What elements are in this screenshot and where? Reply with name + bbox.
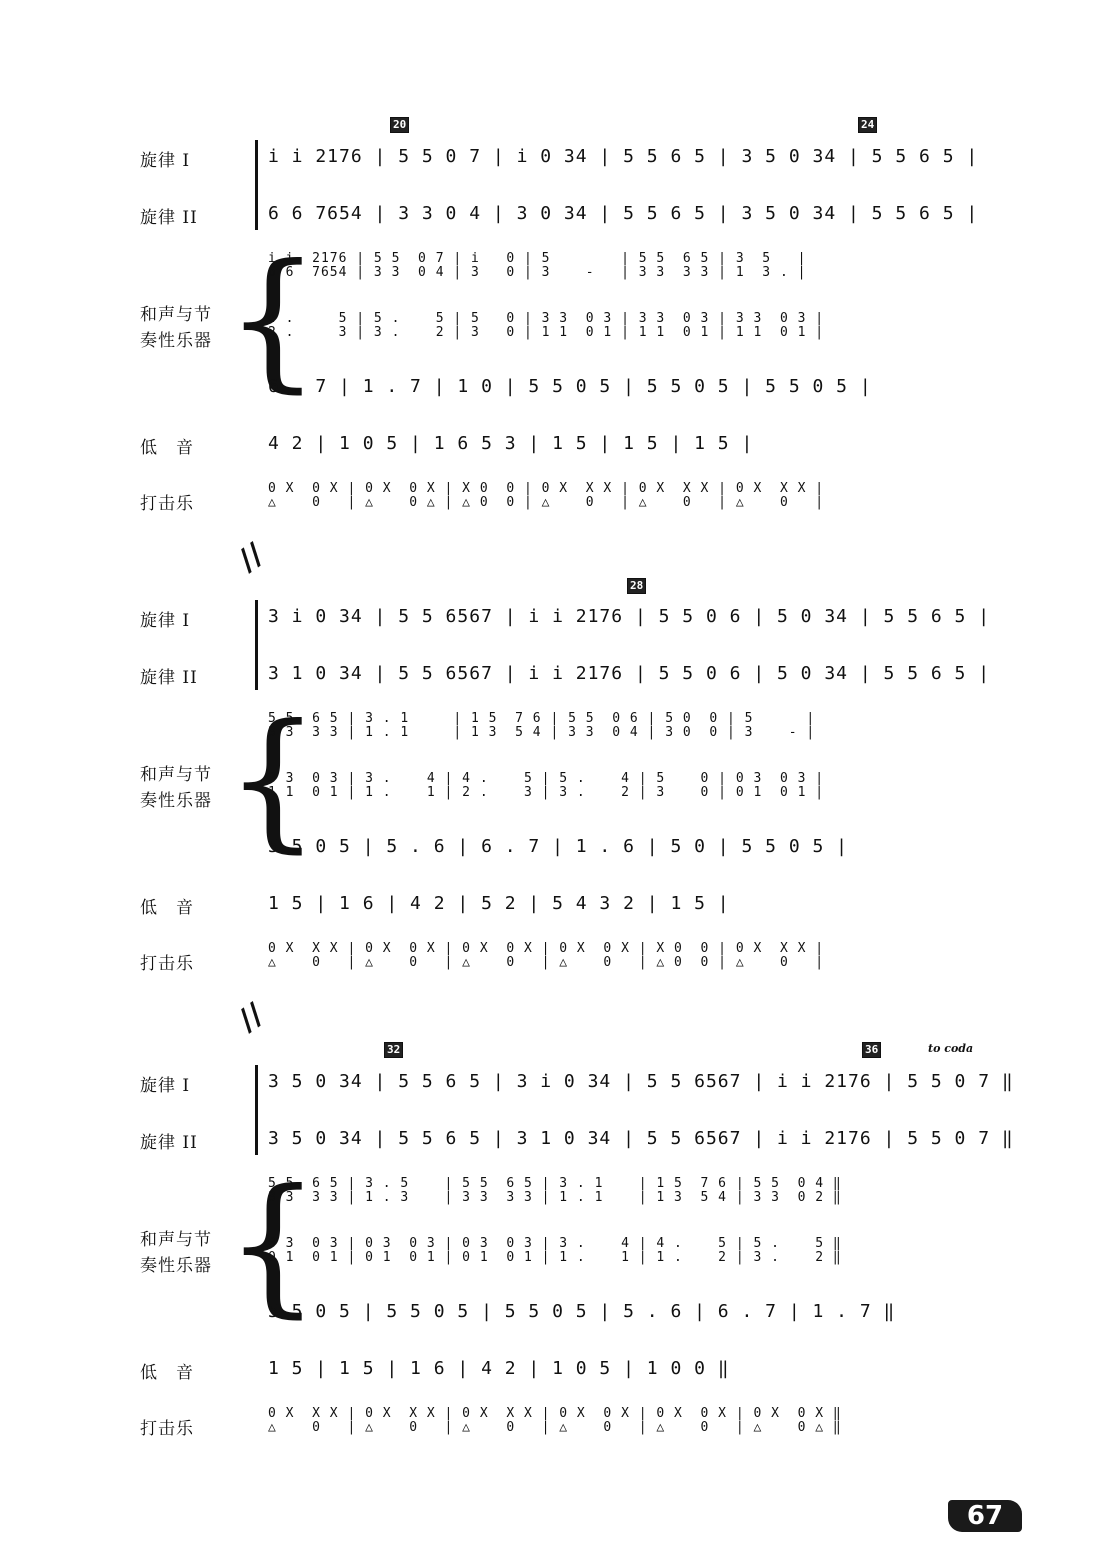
page-number: 67 (948, 1500, 1022, 1532)
staff-melody2: 3 5 0 34 | 5 5 6 5 | 3 1 0 34 | 5 5 6567 | i i 2176 | 5 5 0 7 ‖ (268, 1128, 1014, 1149)
rehearsal-mark: 36 (862, 1042, 881, 1058)
instrument-label-harmony-line2: 奏性乐器 (140, 1256, 212, 1276)
staff-harmony-lower: 5 5 0 5 | 5 . 6 | 6 . 7 | 1 . 6 | 5 0 | 5 5 0 5 | (268, 836, 849, 857)
melody-bracket (255, 600, 258, 690)
staff-bass: 1 5 | 1 6 | 4 2 | 5 2 | 5 4 3 2 | 1 5 | (268, 893, 730, 914)
to-coda-label: to coda (928, 1042, 974, 1055)
harmony-brace-icon: { (225, 1158, 321, 1332)
rehearsal-mark: 24 (858, 117, 877, 133)
instrument-label-melody2: 旋律 II (140, 1133, 198, 1153)
staff-bass: 4 2 | 1 0 5 | 1 6 5 3 | 1 5 | 1 5 | 1 5 | (268, 433, 754, 454)
staff-harmony-middle: 0 3 0 3 | 0 3 0 3 | 0 3 0 3 | 3 . 4 | 4 . 5 | 5 . 5 ‖ 0 1 0 1 | 0 1 0 1 | 0 1 0 1 | 1 . 1 | 1 . 2 | 3 . 2 ‖ (268, 1236, 842, 1265)
rehearsal-mark: 32 (384, 1042, 403, 1058)
instrument-label-harmony-line1: 和声与节 (140, 1230, 212, 1250)
system-divider-icon: // (231, 996, 270, 1039)
instrument-label-bass: 低 音 (140, 1363, 194, 1383)
instrument-label-melody2: 旋律 II (140, 208, 198, 228)
instrument-label-bass: 低 音 (140, 438, 194, 458)
staff-melody1: 3 i 0 34 | 5 5 6567 | i i 2176 | 5 5 0 6 | 5 0 34 | 5 5 6 5 | (268, 606, 991, 627)
staff-bass: 1 5 | 1 5 | 1 6 | 4 2 | 1 0 5 | 1 0 0 ‖ (268, 1358, 730, 1379)
staff-melody2: 3 1 0 34 | 5 5 6567 | i i 2176 | 5 5 0 6 | 5 0 34 | 5 5 6 5 | (268, 663, 991, 684)
staff-percussion: 0 X 0 X | 0 X 0 X | X 0 0 | 0 X X X | 0 X X X | 0 X X X | △ 0 | △ 0 △ | △ 0 0 | △ 0 | △ 0 | △ 0 | (268, 481, 825, 510)
staff-harmony-upper: 5 5 6 5 | 3 . 5 | 5 5 6 5 | 3 . 1 | 1 5 7 6 | 5 5 0 4 ‖ 3 3 3 3 | 1 . 3 | 3 3 3 3 | 1 . 1 | 1 3 5 4 | 3 3 0 2 ‖ (268, 1176, 842, 1205)
staff-percussion: 0 X X X | 0 X X X | 0 X X X | 0 X 0 X | 0 X 0 X | 0 X 0 X ‖ △ 0 | △ 0 | △ 0 | △ 0 | △ 0 | △ 0 △ ‖ (268, 1406, 842, 1435)
staff-harmony-lower: 6 . 7 | 1 . 7 | 1 0 | 5 5 0 5 | 5 5 0 5 | 5 5 0 5 | (268, 376, 872, 397)
instrument-label-harmony-line2: 奏性乐器 (140, 331, 212, 351)
melody-bracket (255, 1065, 258, 1155)
instrument-label-melody1: 旋律 I (140, 611, 191, 631)
staff-harmony-upper: i i 2176 | 5 5 0 7 | i 0 | 5 | 5 5 6 5 | 3 5 | 6 6 7654 | 3 3 0 4 | 3 0 | 3 - | 3 3 3 3 | 1 3 . | (268, 251, 807, 280)
staff-melody1: 3 5 0 34 | 5 5 6 5 | 3 i 0 34 | 5 5 6567 | i i 2176 | 5 5 0 7 ‖ (268, 1071, 1014, 1092)
instrument-label-melody1: 旋律 I (140, 151, 191, 171)
rehearsal-mark: 20 (390, 117, 409, 133)
instrument-label-harmony (140, 1227, 212, 1279)
instrument-label-percussion: 打击乐 (140, 494, 194, 514)
melody-bracket (255, 140, 258, 230)
staff-harmony-middle: 3 3 0 3 | 3 . 4 | 4 . 5 | 5 . 4 | 5 0 | 0 3 0 3 | 1 1 0 1 | 1 . 1 | 2 . 3 | 3 . 2 | 3 0 | 0 1 0 1 | (268, 771, 825, 800)
harmony-brace-icon: { (225, 233, 321, 407)
instrument-label-melody2: 旋律 II (140, 668, 198, 688)
staff-harmony-upper: 5 5 6 5 | 3 . 1 | 1 5 7 6 | 5 5 0 6 | 5 0 0 | 5 | 3 3 3 3 | 1 . 1 | 1 3 5 4 | 3 3 0 4 | 3 0 0 | 3 - | (268, 711, 816, 740)
instrument-label-harmony-line1: 和声与节 (140, 765, 212, 785)
instrument-label-melody1: 旋律 I (140, 1076, 191, 1096)
staff-percussion: 0 X X X | 0 X 0 X | 0 X 0 X | 0 X 0 X | X 0 0 | 0 X X X | △ 0 | △ 0 | △ 0 | △ 0 | △ 0 0 | △ 0 | (268, 941, 825, 970)
rehearsal-mark: 28 (627, 578, 646, 594)
harmony-brace-icon: { (225, 693, 321, 867)
instrument-label-percussion: 打击乐 (140, 954, 194, 974)
instrument-label-harmony (140, 762, 212, 814)
system-divider-icon: // (231, 536, 270, 579)
instrument-label-harmony-line1: 和声与节 (140, 305, 212, 325)
staff-harmony-middle: 4 . 5 | 5 . 5 | 5 0 | 3 3 0 3 | 3 3 0 3 | 3 3 0 3 | 2 . 3 | 3 . 2 | 3 0 | 1 1 0 1 | 1 1 0 1 | 1 1 0 1 | (268, 311, 825, 340)
instrument-label-harmony (140, 302, 212, 354)
staff-melody1: i i 2176 | 5 5 0 7 | i 0 34 | 5 5 6 5 | 3 5 0 34 | 5 5 6 5 | (268, 146, 979, 167)
instrument-label-bass: 低 音 (140, 898, 194, 918)
instrument-label-harmony-line2: 奏性乐器 (140, 791, 212, 811)
instrument-label-percussion: 打击乐 (140, 1419, 194, 1439)
staff-harmony-lower: 5 5 0 5 | 5 5 0 5 | 5 5 0 5 | 5 . 6 | 6 . 7 | 1 . 7 ‖ (268, 1301, 896, 1322)
staff-melody2: 6 6 7654 | 3 3 0 4 | 3 0 34 | 5 5 6 5 | 3 5 0 34 | 5 5 6 5 | (268, 203, 979, 224)
